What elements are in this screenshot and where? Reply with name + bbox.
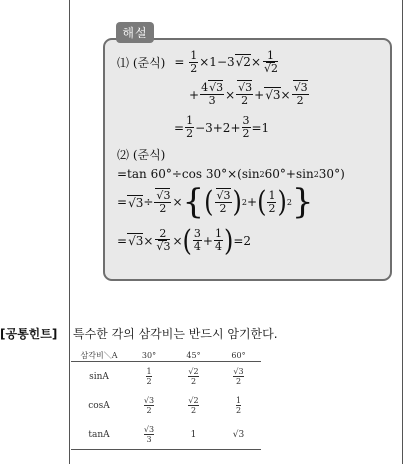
p1-line-2: + 4√ 3 3 × √ 3 2 + √ 3 × √ 3 2 [189,82,310,107]
row-label-cos: cosA [88,400,110,411]
sin60-value: $\frac{√3}{2}$ [233,367,244,386]
angle-60-header: 60° [216,349,261,362]
sin30-value: $\frac{1}{2}$ [146,367,152,386]
left-rule [69,0,70,464]
cos60-value: $\frac{1}{2}$ [235,396,242,415]
hint-label: [공통힌트] [0,327,58,341]
tan60-value: √3 [232,429,245,440]
angle-30-header: 30° [127,349,171,362]
table-row [71,362,261,392]
p1-line-1 [117,50,280,75]
table-corner: 삼각비＼A [71,349,127,362]
angle-45-header: 45° [171,349,216,362]
trig-ratio-table [71,349,261,450]
table-row [71,420,261,450]
p1-eq1-expr: = $\frac{1}{2}$ ×1−3√ 2× 1 √ 2 [174,50,280,75]
p2-line-2: = √ 3 ÷ √ 3 2 × { ( √ 3 2 ) 2 + ( 1 2 ) 2 } [117,185,314,219]
tan30-value: $\frac{√3}{3}$ [143,425,155,444]
p1-line-3: = 1 2 −3+2+ 3 2 =1 [174,114,270,140]
sin45-value: $\frac{√2}{2}$ [188,367,199,386]
p2-label: ⑵ (준식) [117,148,166,162]
table-row [71,391,261,420]
row-label-tan: tanA [71,420,127,450]
p2-line-3: = √ 3 × 2 √ 3 × ( 3 4 + 1 4 ) =2 [117,228,251,253]
right-rule [402,0,403,464]
cos30-value: $\frac{√3}{2}$ [143,396,155,415]
p1-label: ⑴ (준식) [117,56,166,70]
solution-tag: 해설 [116,22,154,43]
cos45-value: $\frac{√2}{2}$ [188,396,199,415]
p2-label-line [117,146,165,163]
p2-line-1: =tan 60°÷cos 30°×(sin 2 60°+sin 2 30°) [117,167,345,181]
hint-text: 특수한 각의 삼각비는 반드시 암기한다. [73,327,278,341]
tan45-value: 1 [190,429,197,440]
row-label-sin: sinA [89,371,109,382]
